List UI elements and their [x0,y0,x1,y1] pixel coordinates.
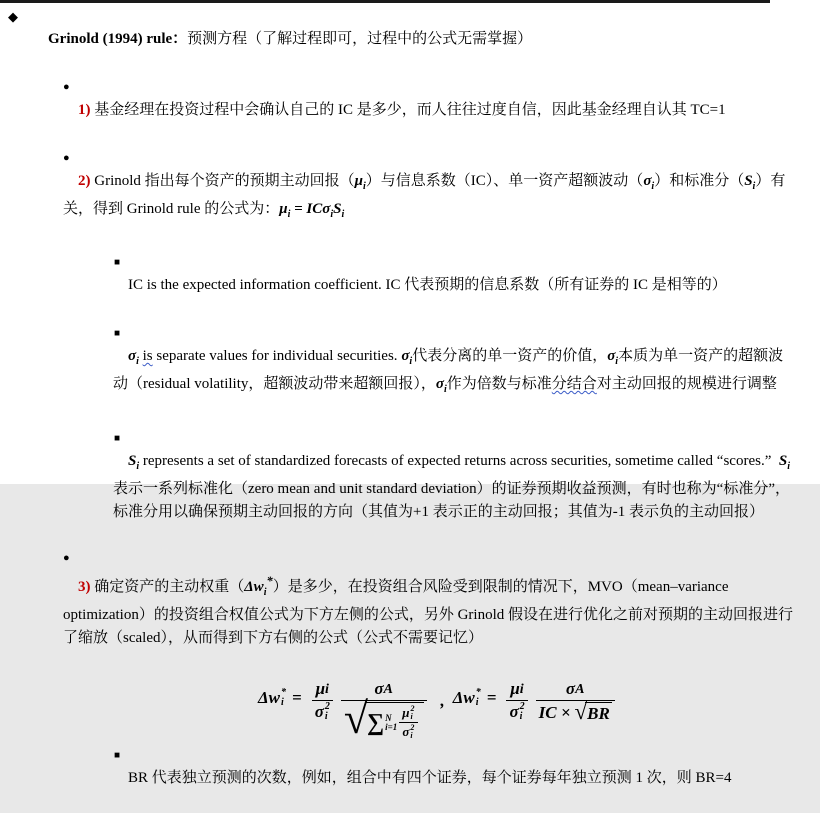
math-base: σ [607,348,616,364]
fraction-numerator [563,679,588,699]
sub-item-scores-text: 表示一系列标准化（zero mean and unit standard deviation）的证券预期收益预测，有时也称为“标准分”，标准分用以确保预期主动回报的方向（其值为+1 表示正的主动回报；其值为-1 表示负的主动回报） [113,481,790,520]
summation-limits [385,714,397,732]
fraction-denominator [341,694,427,743]
math-superscript: 2 [519,701,525,712]
sub-item-ic-text: IC is the expected information coefficient. IC 代表预期的信息系数（所有证券的 IC 是相等的） [128,277,727,293]
summation-upper-limit: N [385,712,392,723]
fraction-denominator [399,724,417,740]
spellcheck-underlined-word: 分结合 [551,376,597,392]
math-s-i [744,173,756,192]
math-base: σ [565,679,576,698]
equals-sign: = [486,688,497,707]
square-root [574,699,612,724]
summation [367,711,397,735]
math-base: μ [402,705,410,720]
math-subscript: i [410,712,413,721]
radical-sign: √ [343,694,369,743]
math-delta-w-i-star [244,574,273,598]
math-base: μ [510,679,520,698]
math-superscript: 2 [324,701,330,712]
list-item-3 [0,547,820,673]
heading-rest-text: 预测方程（了解过程即可，过程中的公式无需掌握） [187,31,533,47]
math-sigma-i [435,376,447,395]
math-subscript: i [281,697,284,708]
math-subscript: i [330,209,334,220]
sub-item-sigma-text: 代表分离的单一资产的价值， [412,348,608,364]
math-subscript: i [341,209,345,220]
sub-item-sigma-text: 对主动回报的规模进行调整 [596,376,777,392]
math-ic-times: IC × [538,703,571,722]
inner-fraction [399,705,417,740]
fraction-sigmaA-over-ic-sqrt-br [536,679,615,724]
sub-item-scores-text: represents a set of standardized forecasts of expected returns across securities, sometime called “scores.” [139,453,779,469]
list-item-1 [0,76,820,145]
math-subscript: i [363,181,366,192]
sub-item-br-text: BR 代表独立预测的次数，例如，组合中有四个证券，每个证券每年独立预测 1 次，则 BR=4 [128,770,732,786]
math-sigma-i [128,348,139,367]
math-subscript: i [410,731,413,740]
item-2-text: ）与信息系数（IC）、单一资产超额波动（ [365,173,644,189]
math-base: μ [354,173,364,189]
square-bullet-icon: ■ [114,257,121,268]
math-base: Δw [258,688,280,707]
math-subscript: i [263,587,267,598]
math-base: σ [509,702,519,721]
math-subscript: i [409,356,413,367]
fraction-denominator [536,699,615,724]
math-base: σ [401,348,410,364]
math-mu-i [354,173,366,192]
heading-bold-text: Grinold (1994) rule： [48,31,188,47]
math-subscript: i [519,681,524,697]
math-base: σ [402,724,410,739]
fraction-sigmaA-over-sqrt-sum [341,679,427,743]
math-base: σ [128,348,137,364]
math-superscript: 2 [410,704,415,713]
math-superscript: 2 [410,723,415,732]
fraction-mu-over-sigma-squared [506,679,527,722]
math-base: Δw [244,579,264,595]
math-subscript: i [325,681,329,697]
math-sup-sub-stack [476,688,481,708]
fraction-mu-over-sigma-squared [312,679,333,722]
math-sigma-i [643,173,655,192]
formula-right-lhs [453,688,481,708]
fraction-numerator [507,679,526,699]
square-root [343,694,424,743]
list-item-2 [0,147,820,249]
square-bullet-icon: ■ [114,750,121,761]
formula-separator-comma: , [440,691,445,710]
square-bullet-icon: ■ [114,328,121,339]
fraction-numerator [371,679,396,699]
math-sigma-i [607,348,619,367]
math-base: Δw [452,688,475,707]
circle-bullet-icon: ● [63,81,70,93]
math-base: σ [435,376,444,392]
sub-item-sigma-text: separate values for individual securities. [152,348,402,364]
math-subscript: i [136,356,139,367]
square-root-body: BR [587,704,610,723]
math-subscript: i [324,711,328,722]
fraction-numerator [313,679,332,699]
math-subscript: i [444,384,447,395]
math-subscript: i [287,209,291,220]
math-subscript: i [615,356,619,367]
square-root-body [365,702,423,740]
math-base: S [128,453,137,469]
math-base: σ [322,201,331,217]
math-grinold-rule-formula [279,201,345,220]
item-2-text: Grinold 指出每个资产的预期主动回报（ [94,173,355,189]
math-subscript: i [519,711,523,722]
equals-sign: = [292,688,302,707]
sub-item-br [0,744,820,813]
item-3-text: 确定资产的主动权重（ [94,579,245,595]
math-subscript: i [475,697,479,708]
math-sigma-i [401,348,413,367]
sub-item-scores [0,427,820,547]
math-base: S [333,201,342,217]
circle-bullet-icon: ● [63,152,70,164]
item-2-text: ）和标准分（ [654,173,745,189]
math-base: σ [374,679,384,698]
item-1-text: 基金经理在投资过程中会确认自己的 IC 是多少，而人往往过度自信，因此基金经理自认其 TC=1 [94,102,726,118]
square-bullet-icon: ■ [114,433,121,444]
sigma-sum-icon: ∑ [367,709,385,736]
math-superscript: * [475,687,481,698]
math-base: S [778,453,788,469]
sub-item-ic [0,251,820,320]
math-base: μ [279,201,288,217]
spellcheck-underlined-word: is [142,348,153,364]
sub-item-sigma-text: 本质为单一资产的超额波动（residual volatility，超额波动带来超额回报）， [113,348,784,392]
heading-grinold-rule [0,5,820,74]
math-subscript: i [787,461,790,472]
math-s-i [128,453,140,472]
fraction-denominator [312,702,333,722]
math-subscript: A [575,681,585,697]
math-subscript: i [651,181,655,192]
sub-item-sigma [0,322,820,424]
item-3-number: 3) [78,579,91,595]
summation-lower-limit: i=1 [385,721,398,732]
math-base: S [744,173,753,189]
radical-sign: √ [574,699,588,724]
math-subscript: i [752,181,756,192]
math-sup-sub-stack [281,688,286,708]
math-subscript: i [136,461,140,472]
item-2-text: ）有关，得到 Grinold rule 的公式为： [63,173,786,217]
math-s-i [778,453,790,472]
fraction-numerator [399,705,417,721]
math-sup-sub-stack [520,702,525,722]
item-1-number: 1) [78,102,91,118]
item-3-text: ）是多少，在投资组合风险受到限制的情况下，MVO（mean–variance optimization）的投资组合权值公式为下方左侧的公式，另外 Grinold 假设在进行优化之前对预期的主动回报进行了缩放（scaled），从而得到下方右侧的公式（公式不需要记忆） [63,579,793,646]
formula-left-lhs [258,688,286,708]
mvo-weight-formulas [258,679,820,743]
math-operator: = IC [290,201,323,217]
math-base: σ [643,173,652,189]
top-rule [0,0,770,3]
math-subscript: A [383,681,393,697]
item-2-number: 2) [78,173,91,189]
math-superscript: * [281,687,286,698]
circle-bullet-icon: ● [63,552,70,564]
fraction-bar [399,722,417,723]
diamond-bullet-icon: ◆ [8,9,18,24]
sub-item-sigma-text: 作为倍数与标准 [446,376,552,392]
math-sup-sub-stack [411,705,415,721]
math-base: σ [314,702,324,721]
math-sup-sub-stack [410,724,414,740]
math-sup-sub-stack [325,702,330,722]
math-base: μ [315,679,326,698]
math-superscript: * [266,574,273,588]
fraction-denominator [506,702,527,722]
